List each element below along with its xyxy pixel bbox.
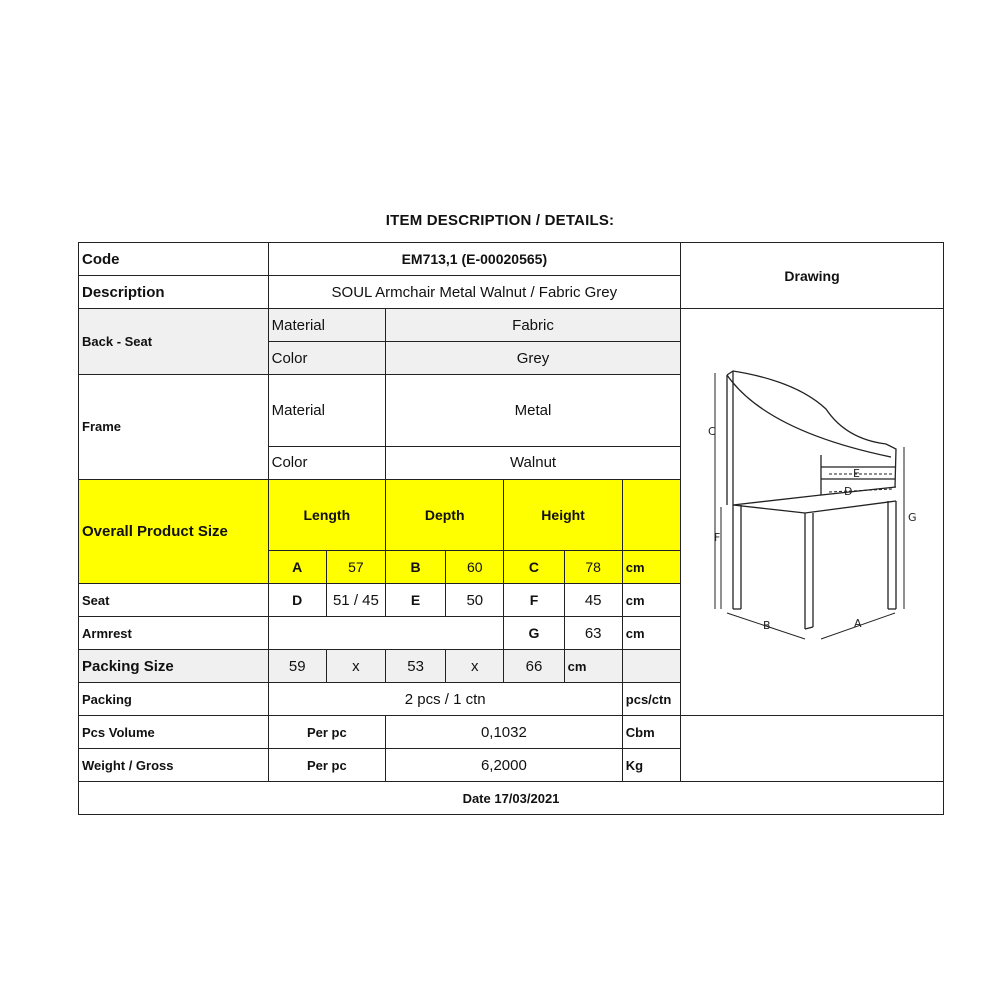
chair-seat-front — [733, 495, 896, 513]
back-seat-color-value: Grey — [386, 342, 681, 375]
label-e: E — [853, 467, 860, 480]
back-seat-color-label: Color — [268, 342, 385, 375]
drawing-header: Drawing — [681, 243, 944, 309]
spec-table — [78, 242, 944, 815]
key-d: D — [268, 584, 326, 617]
back-seat-material-value: Fabric — [386, 309, 681, 342]
frame-material-value: Metal — [386, 375, 681, 447]
key-c: C — [504, 551, 564, 584]
frame-color-label: Color — [268, 446, 385, 479]
pcs-volume-value: 0,1032 — [386, 716, 623, 749]
chair-arm-inner — [727, 375, 891, 457]
description-value: SOUL Armchair Metal Walnut / Fabric Grey — [268, 276, 680, 309]
page-title: ITEM DESCRIPTION / DETAILS: — [385, 212, 615, 229]
label-f: F — [714, 531, 721, 544]
pcs-volume-unit: Cbm — [622, 716, 680, 749]
pcs-volume-label: Pcs Volume — [79, 716, 269, 749]
armrest-blank — [268, 617, 504, 650]
packing-size-v1: 59 — [268, 650, 326, 683]
weight-unit: Kg — [622, 749, 680, 782]
value-a: 57 — [326, 551, 385, 584]
value-d: 51 / 45 — [326, 584, 385, 617]
weight-per: Per pc — [268, 749, 385, 782]
depth-header: Depth — [386, 479, 504, 551]
value-f: 45 — [564, 584, 622, 617]
value-g: 63 — [564, 617, 622, 650]
key-a: A — [268, 551, 326, 584]
code-label: Code — [79, 243, 269, 276]
frame-color-value: Walnut — [386, 446, 681, 479]
weight-value: 6,2000 — [386, 749, 623, 782]
overall-blank — [622, 479, 680, 551]
back-seat-label: Back - Seat — [79, 309, 269, 375]
overall-size-label: Overall Product Size — [79, 479, 269, 584]
code-value: EM713,1 (E-00020565) — [268, 243, 680, 276]
length-header: Length — [268, 479, 385, 551]
value-e: 50 — [446, 584, 504, 617]
drawing-bottom-blank — [681, 716, 944, 782]
weight-label: Weight / Gross — [79, 749, 269, 782]
frame-label: Frame — [79, 375, 269, 480]
packing-size-x2: x — [446, 650, 504, 683]
label-c: C — [708, 425, 716, 438]
chair-back-outline — [727, 371, 896, 487]
seat-unit: cm — [622, 584, 680, 617]
key-g: G — [504, 617, 564, 650]
key-e: E — [386, 584, 446, 617]
packing-size-v3: 66 — [504, 650, 564, 683]
drawing-area — [681, 309, 944, 716]
armrest-unit: cm — [622, 617, 680, 650]
label-d: D — [844, 485, 853, 498]
key-f: F — [504, 584, 564, 617]
packing-size-blank — [622, 650, 680, 683]
seat-label: Seat — [79, 584, 269, 617]
overall-unit: cm — [622, 551, 680, 584]
height-header: Height — [504, 479, 622, 551]
packing-label: Packing — [79, 683, 269, 716]
date-footer: Date 17/03/2021 — [79, 782, 944, 815]
frame-material-label: Material — [268, 375, 385, 447]
key-b: B — [386, 551, 446, 584]
packing-size-label: Packing Size — [79, 650, 269, 683]
packing-value: 2 pcs / 1 ctn — [268, 683, 622, 716]
armrest-label: Armrest — [79, 617, 269, 650]
row-back-seat-material — [79, 309, 944, 342]
row-code — [79, 243, 944, 276]
description-label: Description — [79, 276, 269, 309]
back-seat-material-label: Material — [268, 309, 385, 342]
packing-size-v2: 53 — [386, 650, 446, 683]
armchair-drawing — [681, 309, 943, 715]
pcs-volume-per: Per pc — [268, 716, 385, 749]
row-date — [79, 782, 944, 815]
value-c: 78 — [564, 551, 622, 584]
row-pcs-volume — [79, 716, 944, 749]
packing-size-unit: cm — [564, 650, 622, 683]
value-b: 60 — [446, 551, 504, 584]
packing-size-x1: x — [326, 650, 385, 683]
label-g: G — [908, 511, 917, 524]
packing-unit: pcs/ctn — [622, 683, 680, 716]
label-b: B — [763, 619, 771, 632]
dimension-d-line — [829, 489, 893, 492]
label-a: A — [854, 617, 862, 630]
